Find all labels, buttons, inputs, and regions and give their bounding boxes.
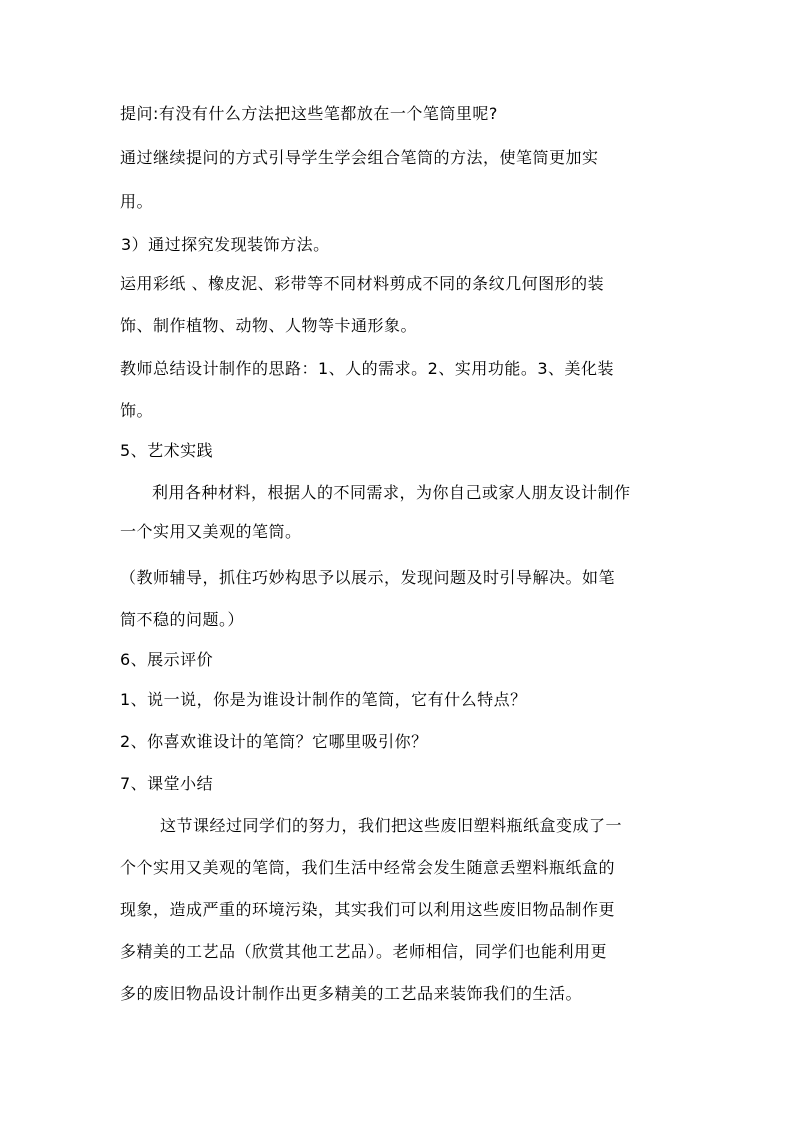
guidance-line-2: 用。 xyxy=(120,192,154,211)
section-5-heading: 5、艺术实践 xyxy=(120,441,214,460)
evaluation-item-2: 2、你喜欢谁设计的笔筒？它哪里吸引你？ xyxy=(120,732,428,751)
evaluation-item-1: 1、说一说，你是为谁设计制作的笔筒，它有什么特点？ xyxy=(120,690,527,709)
conclusion-line-4: 多精美的工艺品（欣赏其他工艺品）。老师相信，同学们也能利用更 xyxy=(120,942,608,961)
step-3-heading: 3）通过探究发现装饰方法。 xyxy=(121,235,330,254)
question-line: 提问:有没有什么方法把这些笔都放在一个笔筒里呢? xyxy=(120,104,498,123)
conclusion-line-1: 这节课经过同学们的努力，我们把这些废旧塑料瓶纸盒变成了一 xyxy=(160,816,623,835)
teacher-guidance-line-1: （教师辅导，抓住巧妙构思予以展示，发现问题及时引导解决。如笔 xyxy=(120,568,616,587)
practice-line-1: 利用各种材料，根据人的不同需求，为你自己或家人朋友设计制作 xyxy=(152,483,631,502)
materials-line-1: 运用彩纸 、橡皮泥、彩带等不同材料剪成不同的条纹几何图形的装 xyxy=(120,274,605,293)
section-6-heading: 6、展示评价 xyxy=(120,650,214,669)
conclusion-line-5: 多的废旧物品设计制作出更多精美的工艺品来装饰我们的生活。 xyxy=(120,984,583,1003)
section-7-heading: 7、课堂小结 xyxy=(120,774,214,793)
conclusion-line-3: 现象，造成严重的环境污染，其实我们可以利用这些废旧物品制作更 xyxy=(120,900,616,919)
summary-thinking-line-2: 饰。 xyxy=(120,401,154,420)
teacher-guidance-line-2: 筒不稳的问题。） xyxy=(120,610,245,629)
practice-line-2: 一个实用又美观的笔筒。 xyxy=(120,522,302,541)
materials-line-2: 饰、制作植物、动物、人物等卡通形象。 xyxy=(120,316,418,335)
summary-thinking-line-1: 教师总结设计制作的思路：1、人的需求。2、实用功能。3、美化装 xyxy=(120,359,615,378)
guidance-line-1: 通过继续提问的方式引导学生学会组合笔筒的方法，使笔筒更加实 xyxy=(120,148,599,167)
conclusion-line-2: 个个实用又美观的笔筒，我们生活中经常会发生随意丢塑料瓶纸盒的 xyxy=(120,858,616,877)
